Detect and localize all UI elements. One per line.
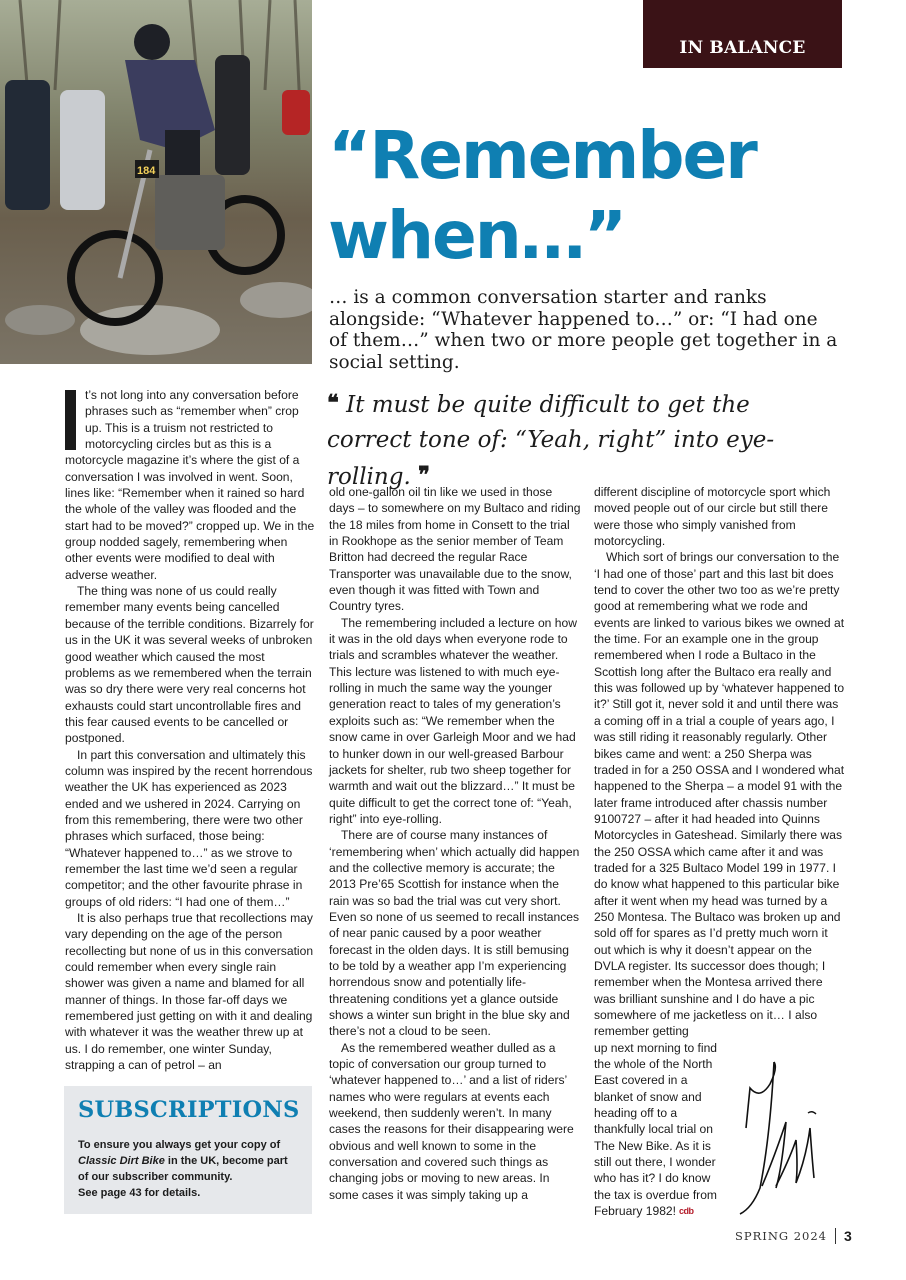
headline-line-2: when…”: [328, 197, 626, 274]
trials-rider-photo: [0, 0, 312, 364]
svg-text:184: 184: [137, 165, 156, 177]
article-photo: [0, 0, 312, 364]
article-column-2: [329, 484, 581, 1203]
magazine-name: Classic Dirt Bike: [78, 1155, 165, 1167]
drop-cap-i: [65, 390, 76, 450]
open-quote-icon: ❝: [327, 390, 339, 416]
subscriptions-page-ref: See page 43 for details.: [78, 1187, 201, 1199]
article-paragraph: The thing was none of us could really remember many events being cancelled because of the terrible conditions. Bizarrely for us in the UK it was several weeks of unbroken good weather which caused the most problems as we remembered when the terrain was so dry there were very real concerns hot exhausts could start uncontrollable fires and this fear caused events to be cancelled or postponed.: [65, 584, 314, 746]
section-badge: [643, 0, 842, 68]
subscriptions-title: SUBSCRIPTIONS: [78, 1097, 300, 1123]
article-paragraph: t’s not long into any conversation before phrases such as “remember when” crop up. This is a truism not restricted to motorcycling circles but as this is a motorcycle magazine it’s where the gist of a conversation I was involved in went. Soon, lines like: “Remember when it rained so hard the whole of the valley was flooded and the start had to be moved?” cropped up. We in the group nodded sagely, remembering when other events were modified to deal with adverse weather.: [65, 388, 315, 582]
article-paragraph: different discipline of motorcycle sport which moved people out of our circle but still there were those who simply vanished from motorcycling.: [594, 485, 831, 549]
pull-quote: [327, 386, 827, 495]
section-badge-label: IN BALANCE: [679, 38, 806, 58]
article-paragraph: old one-gallon oil tin like we used in those days – to somewhere on my Bultaco and riding the 18 miles from home in Consett to the trial in Rookhope as the senior member of Team Britton had decreed the regular Race Transporter was unavailable due to the snow, even though it was fitted with Town and Country tyres.: [329, 485, 581, 614]
issue-label: SPRING 2024: [735, 1229, 827, 1243]
signature-icon: [738, 1058, 838, 1218]
subscriptions-body: To ensure you always get your copy of Classic Dirt Bike in the UK, become part of our subscriber community. See page 43 for details.: [78, 1139, 288, 1199]
article-column-1: [65, 387, 315, 1073]
article-paragraph: The remembering included a lecture on how it was in the old days when everyone rode to trials and scrambles whatever the weather. This lecture was listened to with much eye-rolling in much the same way the younger generation react to tales of my generation’s exploits such as: “We remember when the snow came in over Garleigh Moor and we had to hunker down in our well-greased Barbour jackets for shelter, rub two sheep together for warmth and wait out the blizzard…” It must be quite difficult to get the correct tone of: “Yeah, right” into eye-rolling.: [329, 615, 577, 826]
article-paragraph-final: up next morning to find the whole of the North East covered in a blanket of snow and heading off to a thankfully local trial on The New Bike. As it is still out there, I wonder who has it? I do know the tax is overdue from February 1982! cdb: [594, 1040, 718, 1219]
subscriptions-box: [64, 1086, 312, 1214]
article-paragraph: As the remembered weather dulled as a topic of conversation our group turned to ‘whatever happened to…’ and a list of riders’ names who were regulars at events each weekend, then suddenly weren’t. In many cases the reasons for their disappearing were obvious and well known to some in the conversation and covered such things as changing jobs or moving to new areas. In some cases it was simply taking up a: [329, 1040, 574, 1202]
author-signature: [738, 1058, 838, 1218]
pull-quote-text: It must be quite difficult to get the correct tone of: “Yeah, right” into eye-rolling.: [327, 392, 775, 490]
end-mark-logo: cdb: [679, 1206, 694, 1217]
article-paragraph: Which sort of brings our conversation to the ‘I had one of those’ part and this last bit does tend to cover the other two too as we’re pretty good at remembering what we rode and events are linked to various bikes we owned at the time. For an example one in the group remembered when I rode a Bultaco in the Scottish long after the Bultaco era really and this was followed up by ‘whatever happened to it?’ Still got it, never sold it and until there was a coming off in a trial a couple of years ago, I was still riding it reasonably regularly. Other bikes came and went: a 250 Sherpa was traded in for a 250 OSSA and I wondered what happened to the Sherpa – a model 91 with the later frame introduced after chassis number 9100727 – after it had headed into Quinns Motorcycles in Gateshead. Similarly there was the 250 OSSA which came after it and was traded for a 325 Bultaco Model 199 in 1977. I do know what happened to this particular bike after it went when my head was turned by a 250 Montesa. The Bultaco was broken up and sold off for spares as I’d pretty much worn it out which is why it doesn’t appear on the DVLA register. Its successor does though; I remember when the Montesa arrived there was brilliant sunshine and I do have a pic somewhere of me jacketless on it… I also remember getting: [594, 550, 845, 1039]
page-number: 3: [844, 1228, 852, 1244]
folio-divider: [835, 1228, 836, 1244]
standfirst: … is a common conversation starter and ranks alongside: “Whatever happened to…” or: “I had one of them…” when two or more people get together in a social setting.: [329, 287, 838, 373]
page-folio: [735, 1228, 852, 1244]
headline-line-1: “Remember: [328, 117, 756, 194]
article-paragraph: It is also perhaps true that recollections may vary depending on the age of the person recollecting but none of us in this conversation could remember when every single rain shower was given a name and blamed for all manner of things. In those far-off days we remembered just getting on with it and dealing with whatever it was the weather threw up at us. I do remember, one winter Sunday, strapping a can of petrol – an: [65, 911, 314, 1073]
close-quote-icon: ❞: [418, 462, 430, 488]
article-paragraph: There are of course many instances of ‘remembering when’ which actually did happen and the collective memory is accurate; the 2013 Pre’65 Scottish for instance when the rain was so bad the trial was cut very short. Even so none of us seemed to recall instances of near panic caused by a poor weather forecast in the olden days. It is still bemusing to be told by a weather app I’m experiencing horrendous snow and potentially life-threatening conditions yet a glance outside shows a winter sun bright in the blue sky and there’s not a cloud to be seen.: [329, 828, 580, 1039]
headline: [328, 116, 848, 276]
article-paragraph: In part this conversation and ultimately this column was inspired by the recent horrendous weather the UK has experienced as 2023 ended and we ushered in 2024. Carrying on from this remembering, there were two other phrases which surfaced, those being: “Whatever happened to…” as we strove to remember the last time we’d seen a regular competitor; and the other favourite phrase in groups of old riders: “I had one of them…”: [65, 747, 313, 909]
